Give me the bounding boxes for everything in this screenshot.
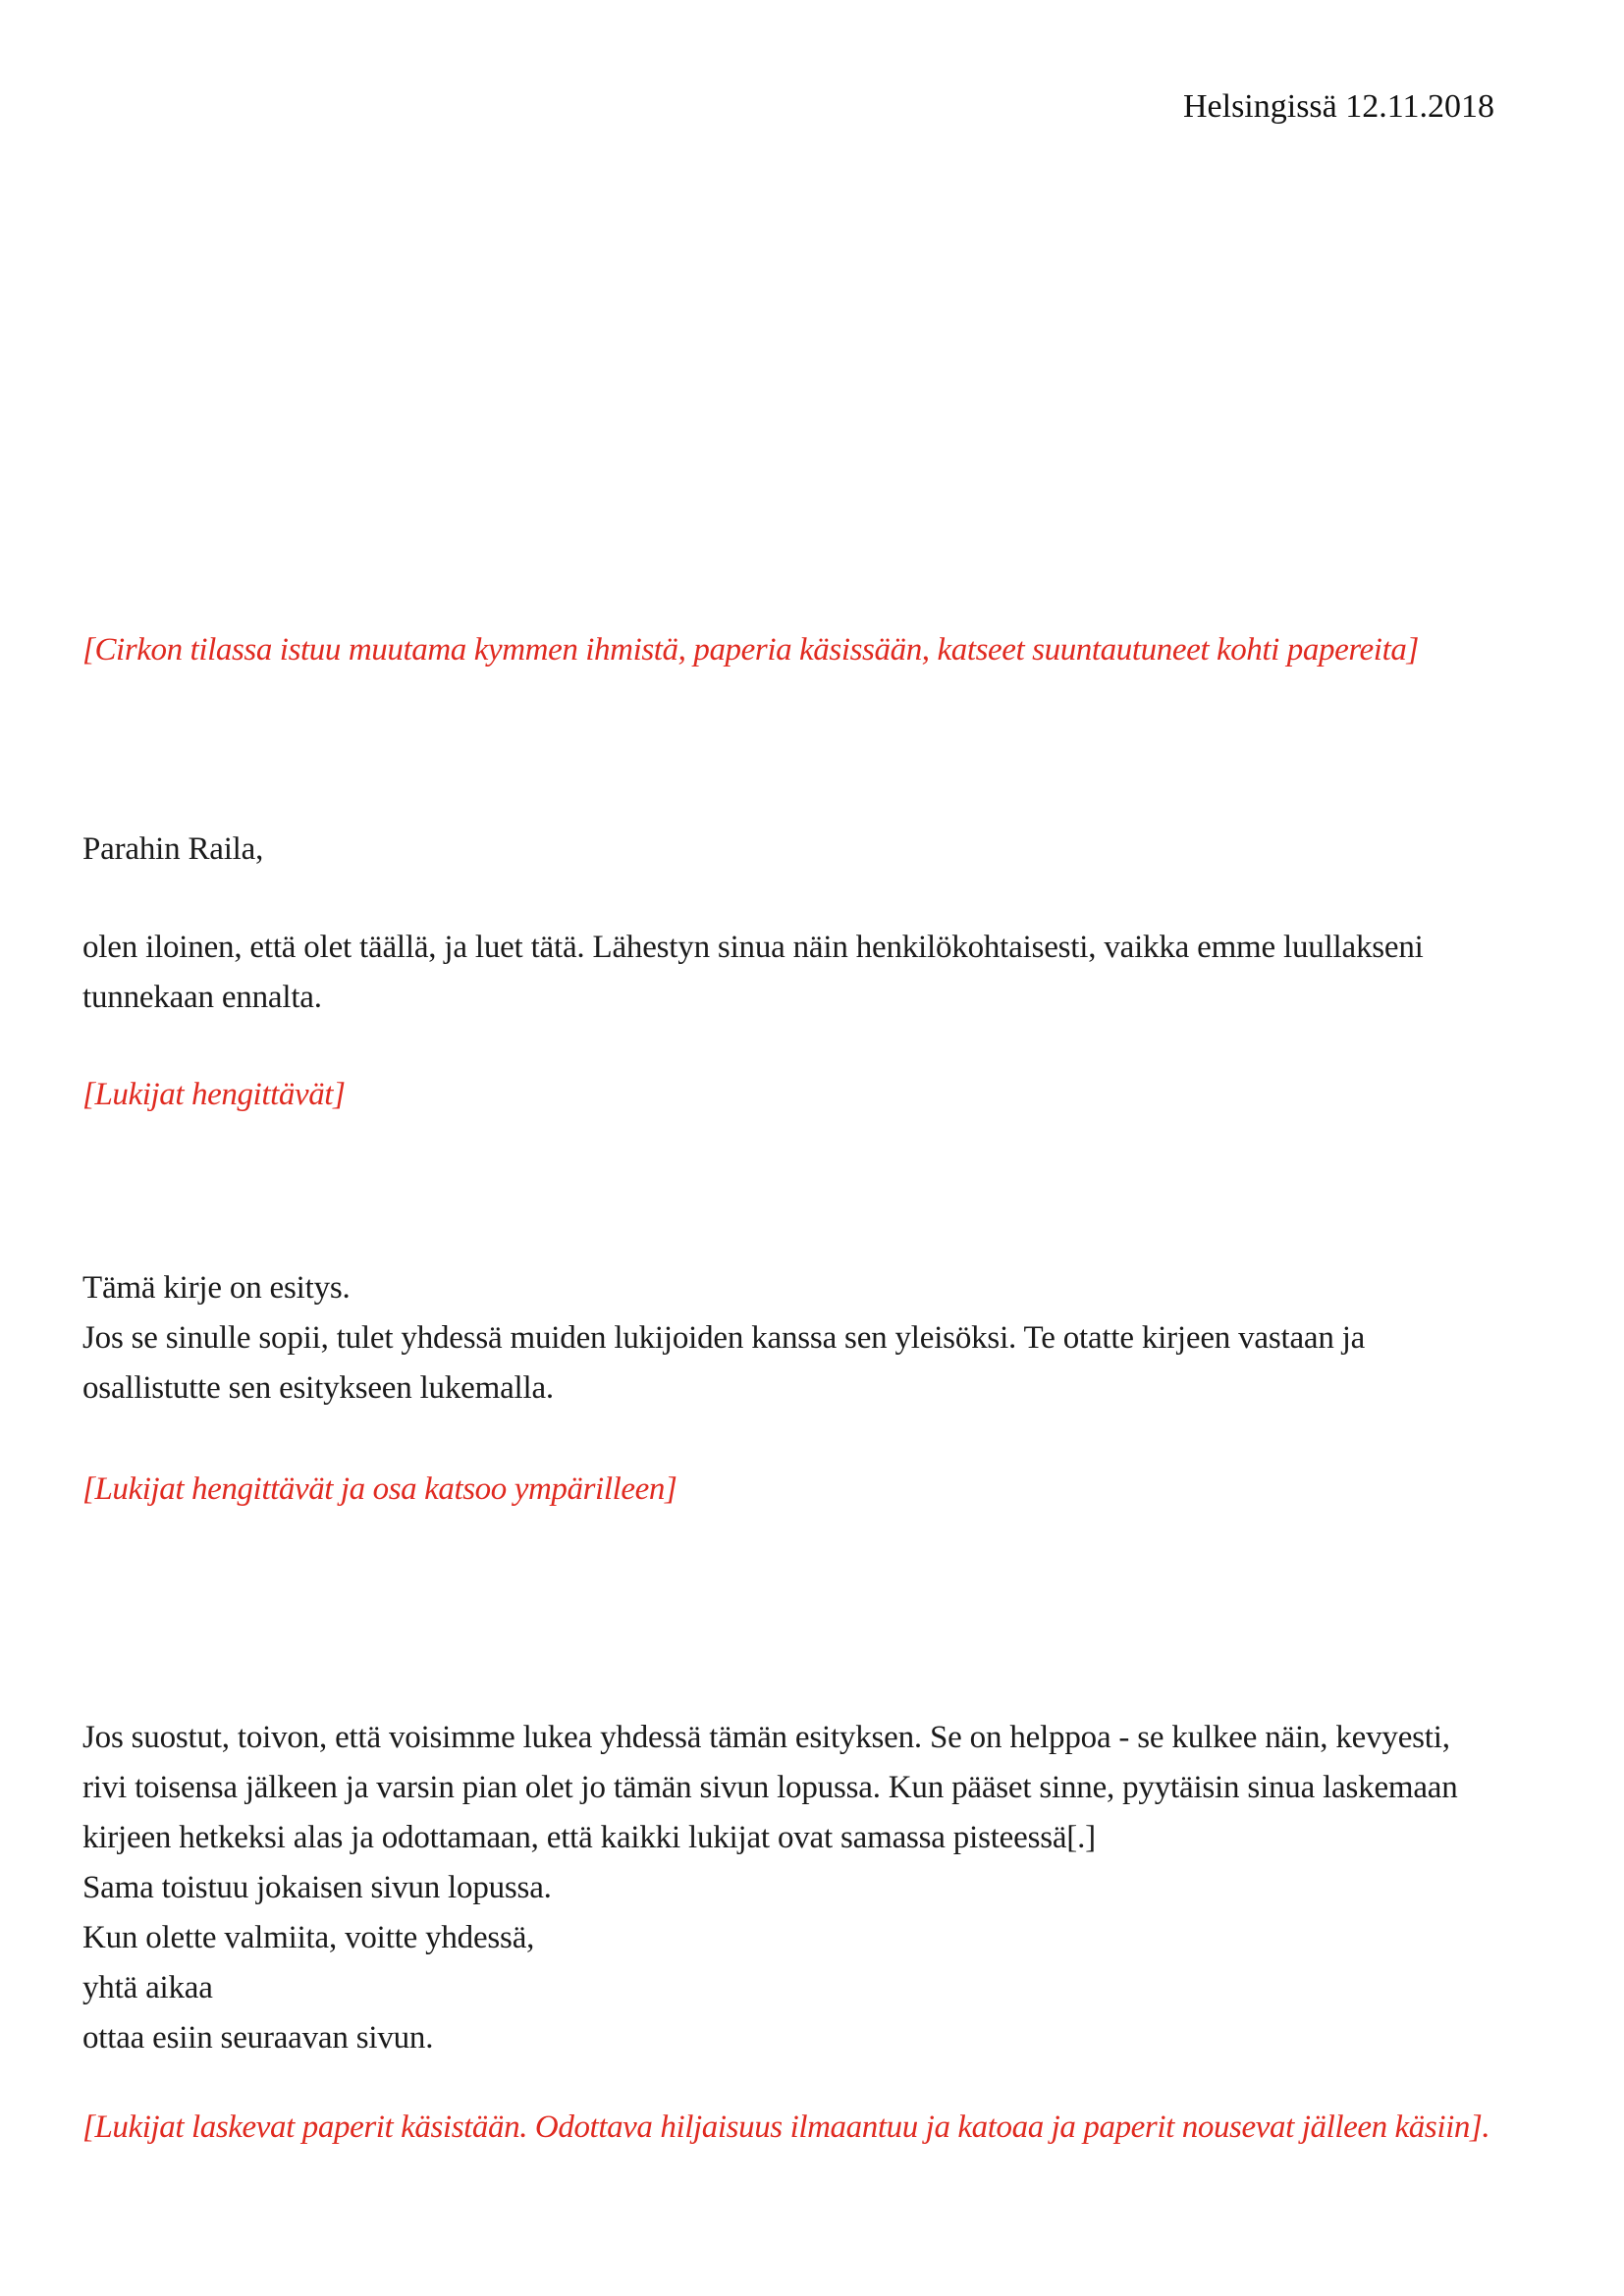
- text-line: olen iloinen, että olet täällä, ja luet tätä. Lähestyn sinua näin henkilökohtaisesti, vaikka emme luullakseni: [82, 930, 1424, 965]
- text-line: Kun olette valmiita, voitte yhdessä,: [82, 1920, 535, 1955]
- stage-direction-text: [Lukijat laskevat paperit käsistään. Odottava hiljaisuus ilmaantuu ja katoaa ja paperit nousevat jälleen käsiin].: [82, 2109, 1490, 2145]
- text-line: Jos se sinulle sopii, tulet yhdessä muiden lukijoiden kanssa sen yleisöksi. Te otatte kirjeen vastaan ja: [82, 1320, 1366, 1356]
- paragraph-instructions: [82, 1713, 1565, 2063]
- text-line: ottaa esiin seuraavan sivun.: [82, 2020, 434, 2056]
- stage-direction-look-around: [82, 1465, 1565, 1515]
- stage-direction-text: [Lukijat hengittävät ja osa katsoo ympärilleen]: [82, 1471, 677, 1507]
- text-line: osallistutte sen esitykseen lukemalla.: [82, 1370, 554, 1406]
- text-line: yhtä aikaa: [82, 1970, 213, 2005]
- text-line: tunnekaan ennalta.: [82, 980, 322, 1015]
- salutation: [82, 825, 1565, 875]
- paragraph-intro: [82, 923, 1565, 1023]
- text-line: Tämä kirje on esitys.: [82, 1270, 351, 1306]
- stage-direction-text: [Cirkon tilassa istuu muutama kymmen ihmistä, paperia käsissään, katseet suuntautuneet kohti papereita]: [82, 632, 1419, 667]
- stage-direction-closing: [82, 2103, 1565, 2153]
- stage-direction-opening: [82, 625, 1565, 675]
- stage-direction-breathe: [82, 1070, 1565, 1120]
- text-line: Jos suostut, toivon, että voisimme lukea yhdessä tämän esityksen. Se on helppoa - se kulkee näin, kevyesti,: [82, 1720, 1450, 1755]
- paragraph-this-letter: [82, 1263, 1565, 1414]
- salutation-text: Parahin Raila,: [82, 831, 264, 867]
- date-line: Helsingissä 12.11.2018: [1182, 88, 1494, 125]
- text-line: kirjeen hetkeksi alas ja odottamaan, että kaikki lukijat ovat samassa pisteessä[.]: [82, 1820, 1096, 1855]
- text-line: Sama toistuu jokaisen sivun lopussa.: [82, 1870, 552, 1905]
- stage-direction-text: [Lukijat hengittävät]: [82, 1077, 346, 1112]
- text-line: rivi toisensa jälkeen ja varsin pian olet jo tämän sivun lopussa. Kun pääset sinne, pyytäisin sinua laskemaan: [82, 1770, 1458, 1805]
